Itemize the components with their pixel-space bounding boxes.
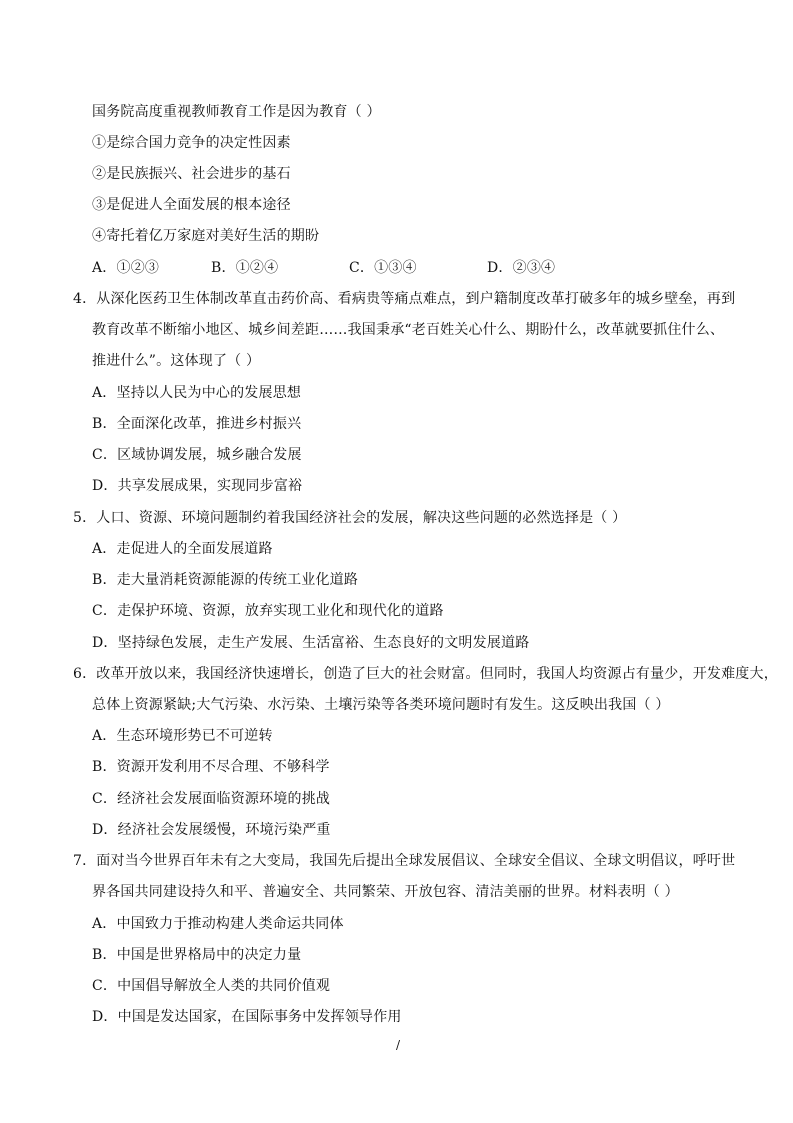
q5-option-d: D．坚持绿色发展，走生产发展、生活富裕、生态良好的文明发展道路	[92, 635, 530, 651]
page-footer-mark: /	[396, 1038, 401, 1052]
q5-line-1: 5．人口、资源、环境问题制约着我国经济社会的发展，解决这些问题的必然选择是（ ）	[73, 510, 627, 526]
q6-line-2: 总体上资源紧缺;大气污染、水污染、土壤污染等各类环境问题时有发生。这反映出我国（ ）	[92, 697, 670, 713]
q6-option-c: C．经济社会发展面临资源环境的挑战	[92, 791, 331, 807]
q7-option-a: A．中国致力于推动构建人类命运共同体	[92, 916, 344, 932]
q4-option-d: D．共享发展成果，实现同步富裕	[92, 478, 303, 494]
q7-option-c: C．中国倡导解放全人类的共同价值观	[92, 978, 331, 994]
q4-line-3: 推进什么”。这体现了（ ）	[92, 353, 261, 369]
q7-line-1: 7．面对当今世界百年未有之大变局，我国先后提出全球发展倡议、全球安全倡议、全球文明倡议，呼吁世	[73, 853, 736, 869]
q6-line-1: 6．改革开放以来，我国经济快速增长，创造了巨大的社会财富。但同时，我国人均资源占有量少，开发难度大，	[73, 666, 778, 682]
q3-stem: 国务院高度重视教师教育工作是因为教育（ ）	[92, 104, 381, 120]
q3-option-a: A．①②③	[92, 260, 160, 276]
q5-option-c: C．走保护环境、资源，放弃实现工业化和现代化的道路	[92, 603, 444, 619]
q6-option-a: A．生态环境形势已不可逆转	[92, 728, 273, 744]
q3-statement-1: ①是综合国力竞争的决定性因素	[92, 135, 291, 151]
q3-statement-2: ②是民族振兴、社会进步的基石	[92, 166, 291, 182]
q4-line-2: 教育改革不断缩小地区、城乡间差距……我国秉承“老百姓关心什么、期盼什么，改革就要抓住什么、	[92, 322, 725, 338]
q3-option-c: C．①③④	[349, 260, 417, 276]
q7-option-d: D．中国是发达国家，在国际事务中发挥领导作用	[92, 1009, 402, 1025]
q3-option-b: B．①②④	[211, 260, 279, 276]
q7-line-2: 界各国共同建设持久和平、普遍安全、共同繁荣、开放包容、清洁美丽的世界。材料表明（ ）	[92, 884, 679, 900]
q4-option-b: B．全面深化改革，推进乡村振兴	[92, 416, 302, 432]
q5-option-b: B．走大量消耗资源能源的传统工业化道路	[92, 572, 359, 588]
q3-statement-3: ③是促进人全面发展的根本途径	[92, 197, 291, 213]
q3-statement-4: ④寄托着亿万家庭对美好生活的期盼	[92, 228, 320, 244]
q4-line-1: 4．从深化医药卫生体制改革直击药价高、看病贵等痛点难点，到户籍制度改革打破多年的城乡壁垒，再到	[73, 291, 736, 307]
q7-option-b: B．中国是世界格局中的决定力量	[92, 947, 302, 963]
q3-option-d: D．②③④	[487, 260, 556, 276]
q6-option-b: B．资源开发利用不尽合理、不够科学	[92, 759, 330, 775]
q5-option-a: A．走促进人的全面发展道路	[92, 541, 273, 557]
q4-option-c: C．区域协调发展，城乡融合发展	[92, 447, 302, 463]
q4-option-a: A．坚持以人民为中心的发展思想	[92, 385, 302, 401]
q6-option-d: D．经济社会发展缓慢，环境污染严重	[92, 822, 331, 838]
